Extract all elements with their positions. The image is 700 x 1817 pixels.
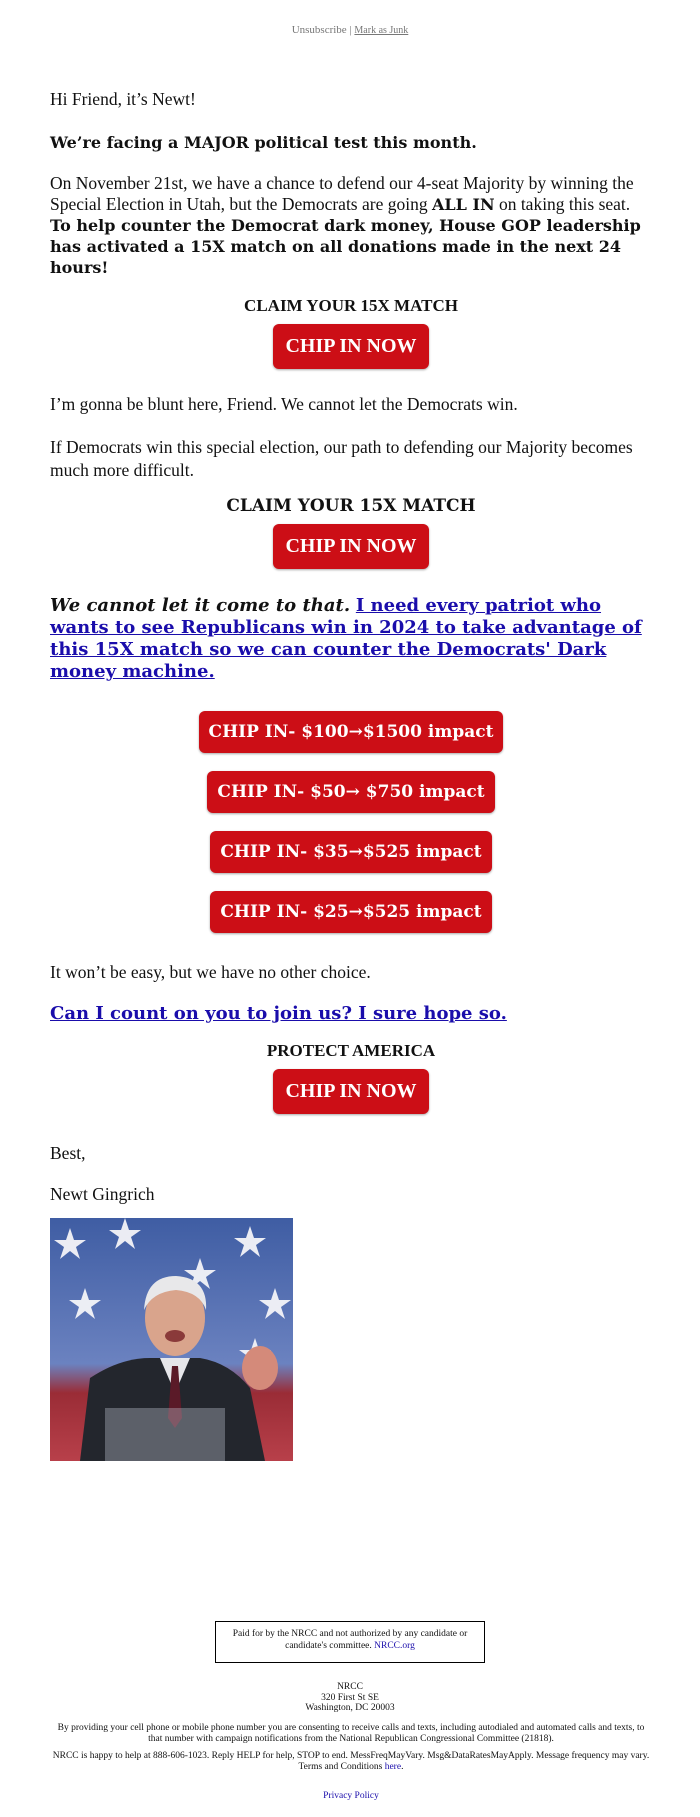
consent-text: By providing your cell phone or mobile phone number you are consenting to receive calls and texts, including autodialed and automated calls and texts, to that number with campaign notifications from the National Republican Congressional Committee (21818). <box>57 1723 645 1744</box>
patriot-paragraph: We cannot let it come to that. I need every patriot who wants to see Republicans win in 2024 to take advantage of this 15X match so we can counter the Democrats' Dark money machine. <box>50 595 642 682</box>
mark-as-junk-link[interactable]: Mark as Junk <box>354 25 409 36</box>
patriot-link[interactable]: I need every patriot who wants to see Republicans win in 2024 to take advantage of this 15X match so we can counter the Democrats' Dark money machine. <box>50 595 642 682</box>
signature: Newt Gingrich <box>50 1184 155 1204</box>
privacy-row <box>50 1791 652 1802</box>
paid-for-box <box>215 1621 485 1663</box>
top-links <box>0 24 700 36</box>
photo-illustration <box>50 1218 293 1461</box>
count-on-you-paragraph <box>50 1002 652 1025</box>
unsubscribe-link[interactable]: Unsubscribe <box>291 24 347 36</box>
nrcc-link[interactable]: NRCC.org <box>374 1641 415 1651</box>
no-choice-paragraph: It won’t be easy, but we have no other choice. <box>50 962 371 982</box>
claim-heading-1: CLAIM YOUR 15X MATCH <box>244 296 458 315</box>
chip-in-now-button-1[interactable]: CHIP IN NOW <box>273 324 428 369</box>
chip-in-now-button-3[interactable]: CHIP IN NOW <box>273 1069 428 1114</box>
separator: | <box>349 24 352 36</box>
city-address: Washington, DC 20003 <box>305 1703 395 1713</box>
consequence-paragraph: If Democrats win this special election, our path to defending our Majority becomes much more difficult. <box>50 437 633 480</box>
headline: We’re facing a MAJOR political test this month. <box>50 133 477 152</box>
help-text: NRCC is happy to help at 888-606-1023. Reply HELP for help, STOP to end. MessFreqMayVary. Msg&DataRatesMayApply. Message frequency may vary. Terms and Conditions here. <box>52 1751 650 1772</box>
greeting: Hi Friend, it’s Newt! <box>50 89 196 109</box>
street-address: 320 First St SE <box>321 1692 379 1703</box>
chip-in-35-button[interactable]: CHIP IN- $35→$525 impact <box>210 831 491 873</box>
count-on-you-link[interactable]: Can I count on you to join us? I sure hope so. <box>50 1003 507 1024</box>
protect-america-heading: PROTECT AMERICA <box>266 1041 436 1060</box>
mailing-address <box>0 1682 700 1714</box>
chip-in-now-button-2[interactable]: CHIP IN NOW <box>273 524 428 569</box>
newt-gingrich-photo <box>50 1218 293 1461</box>
terms-here-link[interactable]: here <box>384 1761 402 1772</box>
blunt-paragraph: I’m gonna be blunt here, Friend. We cannot let the Democrats win. <box>50 394 518 414</box>
claim-heading-2: CLAIM YOUR 15X MATCH <box>226 496 476 516</box>
privacy-policy-link[interactable]: Privacy Policy <box>323 1791 379 1801</box>
paid-for-text: Paid for by the NRCC and not authorized by any candidate or candidate's committee. <box>232 1629 468 1651</box>
intro-paragraph: On November 21st, we have a chance to defend our 4-seat Majority by winning the Special Election in Utah, but the Democrats are going ALL IN on taking this seat. To help counter the Democrat dark money, House GOP leadership has activated a 15X match on all donations made in the next 24 hours! <box>50 173 641 277</box>
chip-in-100-button[interactable]: CHIP IN- $100→$1500 impact <box>199 711 504 753</box>
email-body <box>50 88 652 1461</box>
chip-in-25-button[interactable]: CHIP IN- $25→$525 impact <box>210 891 491 933</box>
org-name: NRCC <box>337 1682 363 1692</box>
signoff: Best, <box>50 1143 86 1163</box>
chip-in-50-button[interactable]: CHIP IN- $50→ $750 impact <box>207 771 494 813</box>
